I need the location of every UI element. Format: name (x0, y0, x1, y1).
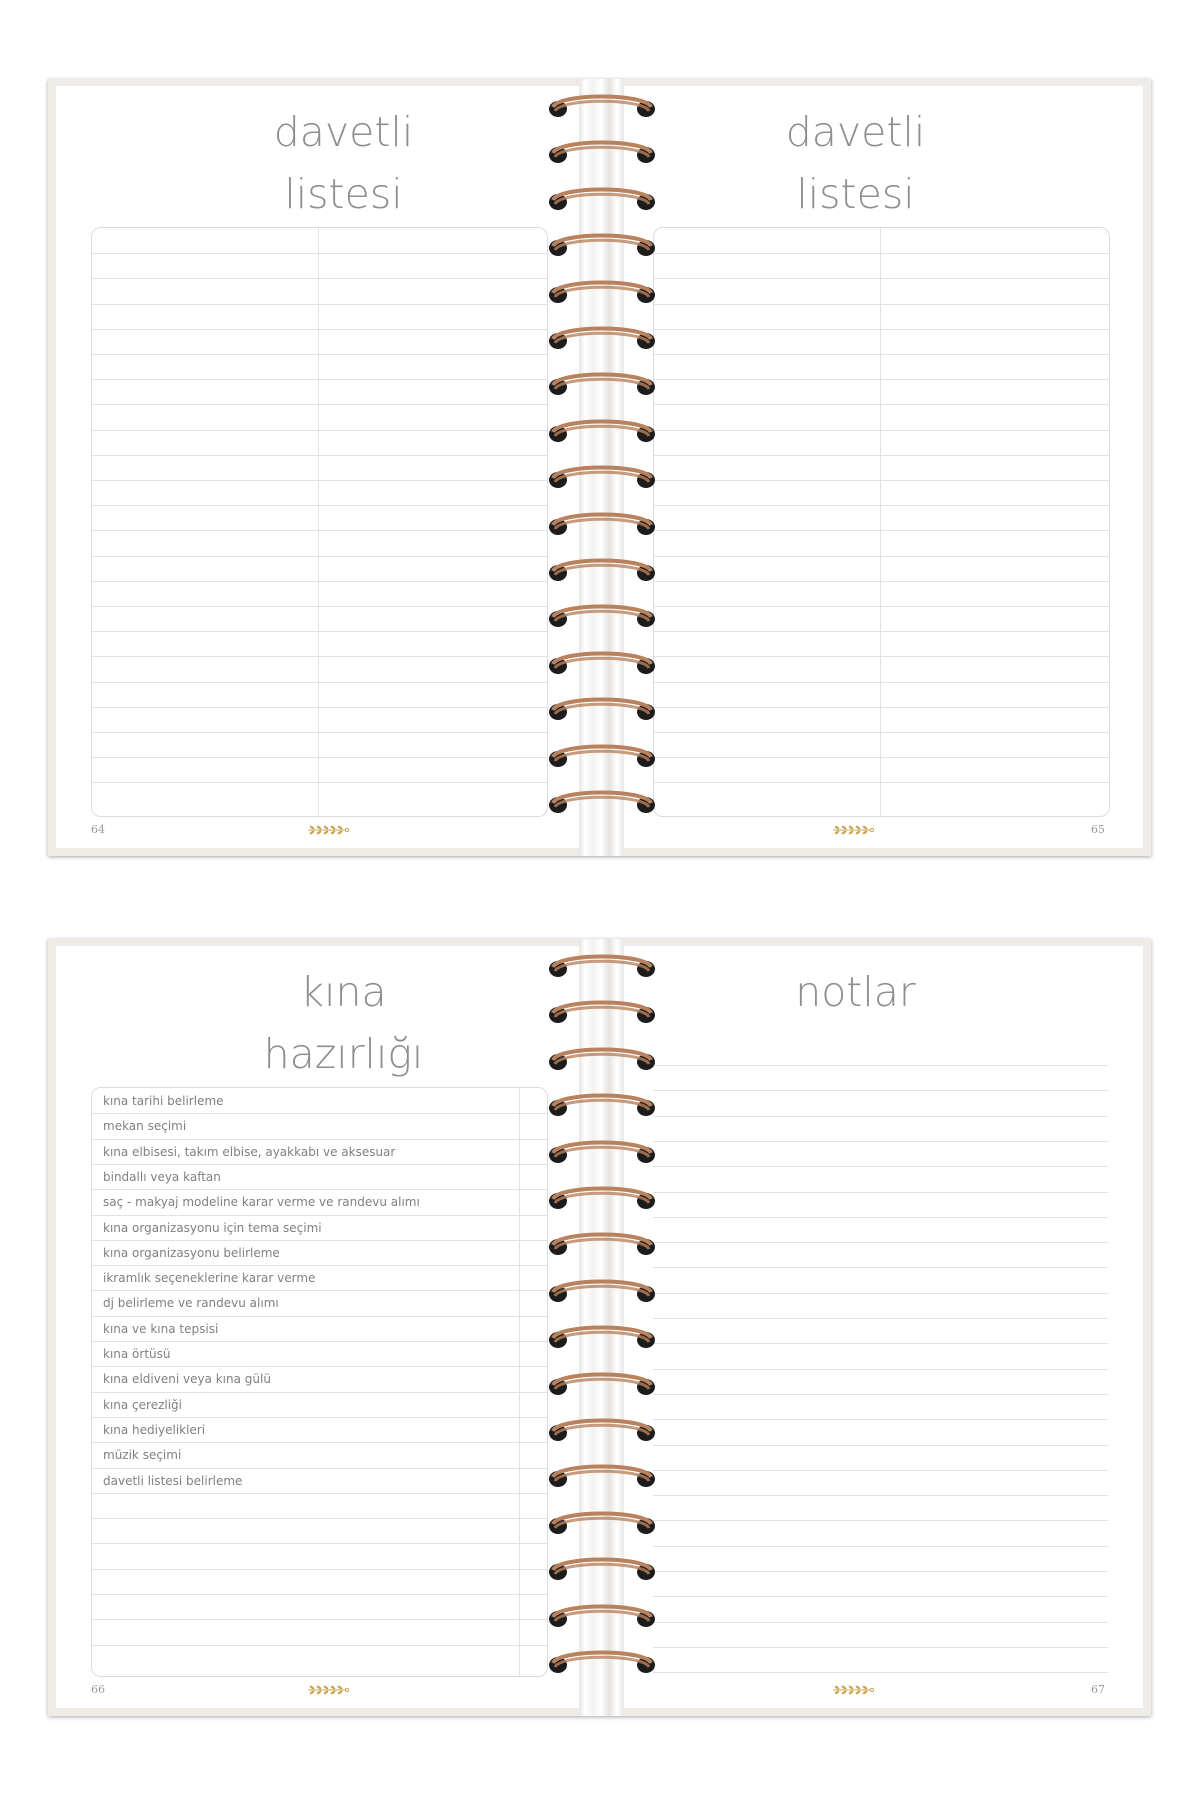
ornament-leaf-down (337, 1690, 343, 1695)
row-rule (654, 581, 1109, 582)
row-rule (92, 682, 547, 683)
page-number: 65 (1091, 823, 1105, 836)
ring-wire-inner (555, 148, 649, 158)
notes-line (653, 1495, 1108, 1496)
row-rule (92, 1543, 547, 1544)
notes-line (653, 1192, 1108, 1193)
checklist-item: kına örtüsü (103, 1347, 171, 1361)
row-rule (92, 782, 547, 783)
page-title (96, 961, 591, 1085)
row-rule (92, 480, 547, 481)
ornament-leaf-down (309, 1690, 315, 1695)
ring-wire-inner (555, 751, 649, 761)
notes-line (653, 1242, 1108, 1243)
ring-wire-inner (555, 101, 649, 111)
title-line-1: kına (300, 968, 387, 1016)
row-rule (92, 1113, 547, 1114)
ornament-leaf-down (316, 830, 322, 835)
checklist-item: kına tarihi belirleme (103, 1094, 224, 1108)
ornament-leaf-up (855, 1685, 861, 1690)
row-rule (654, 732, 1109, 733)
ring-wire-inner (555, 287, 649, 297)
row-rule (654, 682, 1109, 683)
row-rule (92, 404, 547, 405)
ring-wire-inner (555, 1054, 649, 1064)
ornament-leaf-up (834, 1685, 840, 1690)
spiral-ring-icon (545, 87, 660, 123)
page-title (608, 101, 1103, 225)
ornament-leaf-down (841, 1690, 847, 1695)
checklist-item: kına ve kına tepsisi (103, 1321, 219, 1336)
checklist-item: kına organizasyonu belirleme (103, 1245, 280, 1260)
page-67 (608, 946, 1143, 1708)
spiral-ring-icon (545, 1504, 660, 1540)
ornament-leaf-up (323, 825, 329, 830)
notes-line (653, 1267, 1108, 1268)
row-rule (654, 656, 1109, 657)
ring-wire-inner (555, 1008, 649, 1018)
row-rule (92, 1468, 547, 1469)
notes-line (653, 1141, 1108, 1142)
ring-wire-inner (555, 612, 649, 622)
guest-list-table (91, 227, 548, 817)
ring-wire-inner (555, 519, 649, 529)
ring-wire-inner (555, 240, 649, 250)
row-rule (92, 1493, 547, 1494)
ornament-leaf-up (323, 1685, 329, 1690)
row-rule (654, 379, 1109, 380)
page-number: 66 (91, 1683, 105, 1696)
notes-line (653, 1293, 1108, 1294)
spiral-ring-icon (545, 1133, 660, 1169)
ornament-leaf-down (862, 1690, 868, 1695)
row-rule (654, 530, 1109, 531)
page-64 (56, 86, 591, 848)
ornament-leaf-up (316, 1685, 322, 1690)
check-column-divider (519, 1088, 520, 1676)
row-rule (92, 329, 547, 330)
ornament-leaf-up (848, 1685, 854, 1690)
leaf-ornament-icon (831, 1684, 875, 1696)
row-rule (92, 1341, 547, 1342)
row-rule (92, 1518, 547, 1519)
notes-line (653, 1571, 1108, 1572)
title-line-2: hazırlığı (263, 1030, 424, 1078)
ring-wire-inner (555, 1518, 649, 1528)
row-rule (654, 757, 1109, 758)
ornament-leaf-up (309, 1685, 315, 1690)
ornament-leaf-up (330, 1685, 336, 1690)
spiral-ring-icon (545, 1643, 660, 1679)
ornament-leaf-up (848, 825, 854, 830)
notes-title: notlar (795, 968, 916, 1016)
ornament-leaf-down (855, 830, 861, 835)
spiral-ring-icon (545, 1086, 660, 1122)
row-rule (92, 1366, 547, 1367)
row-rule (654, 480, 1109, 481)
notes-line (653, 1672, 1108, 1673)
page-number: 67 (1091, 1683, 1105, 1696)
checklist-item: kına çerezliği (103, 1397, 183, 1412)
spiral-ring-icon (545, 458, 660, 494)
notes-line (653, 1647, 1108, 1648)
ornament-leaf-up (834, 825, 840, 830)
ornament-leaf-down (323, 1690, 329, 1695)
row-rule (92, 430, 547, 431)
spiral-ring-icon (545, 412, 660, 448)
spiral-ring-icon (545, 1318, 660, 1354)
row-rule (92, 278, 547, 279)
ornament-leaf-down (323, 830, 329, 835)
ornament-tip (345, 1688, 348, 1691)
spiral-ring-icon (545, 273, 660, 309)
ring-wire-inner (555, 797, 649, 807)
notes-line (653, 1217, 1108, 1218)
spiral-ring-icon (545, 947, 660, 983)
title-line-2: listesi (284, 170, 403, 218)
checklist-item: dj belirleme ve randevu alımı (103, 1296, 279, 1311)
row-rule (92, 581, 547, 582)
spiral-ring-icon (545, 1272, 660, 1308)
row-rule (92, 505, 547, 506)
spiral-ring-icon (545, 1411, 660, 1447)
notes-line (653, 1596, 1108, 1597)
row-rule (92, 631, 547, 632)
ornament-leaf-down (834, 1690, 840, 1695)
row-rule (92, 1240, 547, 1241)
row-rule (92, 1164, 547, 1165)
page-title (608, 961, 1103, 1023)
ring-wire-inner (555, 1147, 649, 1157)
ring-wire-inner (555, 658, 649, 668)
row-rule (92, 530, 547, 531)
row-rule (654, 278, 1109, 279)
column-divider (318, 228, 319, 816)
ring-wire-inner (555, 1240, 649, 1250)
row-rule (92, 253, 547, 254)
leaf-ornament-icon (831, 824, 875, 836)
row-rule (654, 253, 1109, 254)
ornament-leaf-up (337, 825, 343, 830)
row-rule (92, 1215, 547, 1216)
leaf-ornament-icon (306, 824, 350, 836)
planner-spread-top (48, 79, 1151, 856)
checklist-item: kına hediyelikleri (103, 1422, 206, 1437)
ring-wire-inner (555, 1657, 649, 1667)
ornament-tip (870, 1688, 873, 1691)
checklist-item: kına elbisesi, takım elbise, ayakkabı ve aksesuar (103, 1144, 396, 1159)
row-rule (654, 707, 1109, 708)
ornament-tip (870, 828, 873, 831)
ornament-leaf-up (316, 825, 322, 830)
ornament-leaf-down (841, 830, 847, 835)
row-rule (654, 455, 1109, 456)
checklist-item: saç - makyaj modeline karar verme ve randevu alımı (103, 1195, 420, 1210)
row-rule (92, 1442, 547, 1443)
row-rule (92, 1569, 547, 1570)
ornament-leaf-down (848, 1690, 854, 1695)
row-rule (92, 1290, 547, 1291)
spiral-ring-icon (545, 1550, 660, 1586)
notes-line (653, 1318, 1108, 1319)
spiral-ring-icon (545, 551, 660, 587)
ring-wire-inner (555, 1332, 649, 1342)
ring-wire-inner (555, 1472, 649, 1482)
spiral-ring-icon (545, 1365, 660, 1401)
spiral-ring-icon (545, 1225, 660, 1261)
row-rule (654, 556, 1109, 557)
notes-line (653, 1546, 1108, 1547)
row-rule (92, 1594, 547, 1595)
row-rule (92, 732, 547, 733)
row-rule (92, 304, 547, 305)
ornament-leaf-up (855, 825, 861, 830)
spiral-ring-icon (545, 1597, 660, 1633)
row-rule (654, 354, 1109, 355)
row-rule (654, 404, 1109, 405)
ring-wire-inner (555, 380, 649, 390)
notes-line (653, 1445, 1108, 1446)
ornament-leaf-down (309, 830, 315, 835)
guest-list-table (653, 227, 1110, 817)
ring-wire-inner (555, 472, 649, 482)
ring-wire-inner (555, 1611, 649, 1621)
ring-wire-inner (555, 194, 649, 204)
checklist-item: kına eldiveni veya kına gülü (103, 1372, 271, 1387)
page-66 (56, 946, 591, 1708)
ornament-leaf-down (848, 830, 854, 835)
row-rule (654, 430, 1109, 431)
column-divider (880, 228, 881, 816)
notes-line (653, 1470, 1108, 1471)
ring-wire-inner (555, 961, 649, 971)
spiral-ring-icon (545, 644, 660, 680)
row-rule (92, 1619, 547, 1620)
ornament-leaf-up (862, 825, 868, 830)
henna-checklist-table (91, 1087, 548, 1677)
ornament-leaf-up (841, 1685, 847, 1690)
spiral-ring-icon (545, 180, 660, 216)
checklist-item: müzik seçimi (103, 1448, 182, 1463)
ornament-leaf-down (330, 1690, 336, 1695)
title-line-1: davetli (785, 108, 926, 156)
ornament-leaf-down (862, 830, 868, 835)
spiral-ring-icon (545, 319, 660, 355)
checklist-item: ikramlık seçeneklerine karar verme (103, 1271, 316, 1286)
row-rule (654, 606, 1109, 607)
ring-wire-inner (555, 1564, 649, 1574)
notes-line (653, 1116, 1108, 1117)
ornament-tip (345, 828, 348, 831)
row-rule (92, 1139, 547, 1140)
spiral-ring-icon (545, 690, 660, 726)
spiral-ring-icon (545, 783, 660, 819)
spiral-ring-icon (545, 133, 660, 169)
leaf-ornament-icon (306, 1684, 350, 1696)
ring-wire-inner (555, 704, 649, 714)
row-rule (92, 1417, 547, 1418)
ornament-leaf-up (841, 825, 847, 830)
checklist-item: davetli listesi belirleme (103, 1473, 243, 1488)
ornament-leaf-down (834, 830, 840, 835)
row-rule (92, 455, 547, 456)
ring-wire-inner (555, 1379, 649, 1389)
row-rule (654, 631, 1109, 632)
spiral-ring-icon (545, 1179, 660, 1215)
row-rule (92, 1316, 547, 1317)
page-65 (608, 86, 1143, 848)
ornament-leaf-down (337, 830, 343, 835)
spiral-ring-icon (545, 226, 660, 262)
notes-line (653, 1520, 1108, 1521)
ring-wire-inner (555, 1193, 649, 1203)
row-rule (654, 304, 1109, 305)
ornament-leaf-up (330, 825, 336, 830)
row-rule (654, 505, 1109, 506)
spiral-ring-icon (545, 597, 660, 633)
ornament-leaf-down (330, 830, 336, 835)
ring-wire-inner (555, 333, 649, 343)
notes-line (653, 1622, 1108, 1623)
page-number: 64 (91, 823, 105, 836)
spiral-ring-icon (545, 365, 660, 401)
row-rule (92, 1392, 547, 1393)
checklist-item: bindallı veya kaftan (103, 1169, 221, 1184)
spiral-ring-icon (545, 1457, 660, 1493)
ornament-leaf-up (337, 1685, 343, 1690)
spiral-ring-icon (545, 737, 660, 773)
ring-wire-inner (555, 426, 649, 436)
notes-line (653, 1343, 1108, 1344)
row-rule (92, 556, 547, 557)
ornament-leaf-up (309, 825, 315, 830)
spiral-ring-icon (545, 505, 660, 541)
row-rule (92, 656, 547, 657)
notes-line (653, 1419, 1108, 1420)
planner-spread-bottom (48, 939, 1151, 1716)
notes-line (653, 1090, 1108, 1091)
row-rule (92, 606, 547, 607)
ornament-leaf-down (316, 1690, 322, 1695)
row-rule (92, 379, 547, 380)
checklist-item: kına organizasyonu için tema seçimi (103, 1220, 322, 1235)
spiral-ring-icon (545, 993, 660, 1029)
ring-wire-inner (555, 1100, 649, 1110)
ring-wire-inner (555, 1425, 649, 1435)
page-title (96, 101, 591, 225)
title-line-2: listesi (796, 170, 915, 218)
notes-line (653, 1166, 1108, 1167)
row-rule (92, 354, 547, 355)
row-rule (92, 1265, 547, 1266)
row-rule (92, 1189, 547, 1190)
row-rule (654, 782, 1109, 783)
notes-line (653, 1065, 1108, 1066)
row-rule (654, 329, 1109, 330)
checklist-item: mekan seçimi (103, 1119, 187, 1134)
row-rule (92, 707, 547, 708)
ornament-leaf-down (855, 1690, 861, 1695)
notes-line (653, 1394, 1108, 1395)
row-rule (92, 757, 547, 758)
ornament-leaf-up (862, 1685, 868, 1690)
notes-line (653, 1369, 1108, 1370)
spiral-ring-icon (545, 1040, 660, 1076)
ring-wire-inner (555, 1286, 649, 1296)
row-rule (92, 1645, 547, 1646)
ring-wire-inner (555, 565, 649, 575)
title-line-1: davetli (273, 108, 414, 156)
